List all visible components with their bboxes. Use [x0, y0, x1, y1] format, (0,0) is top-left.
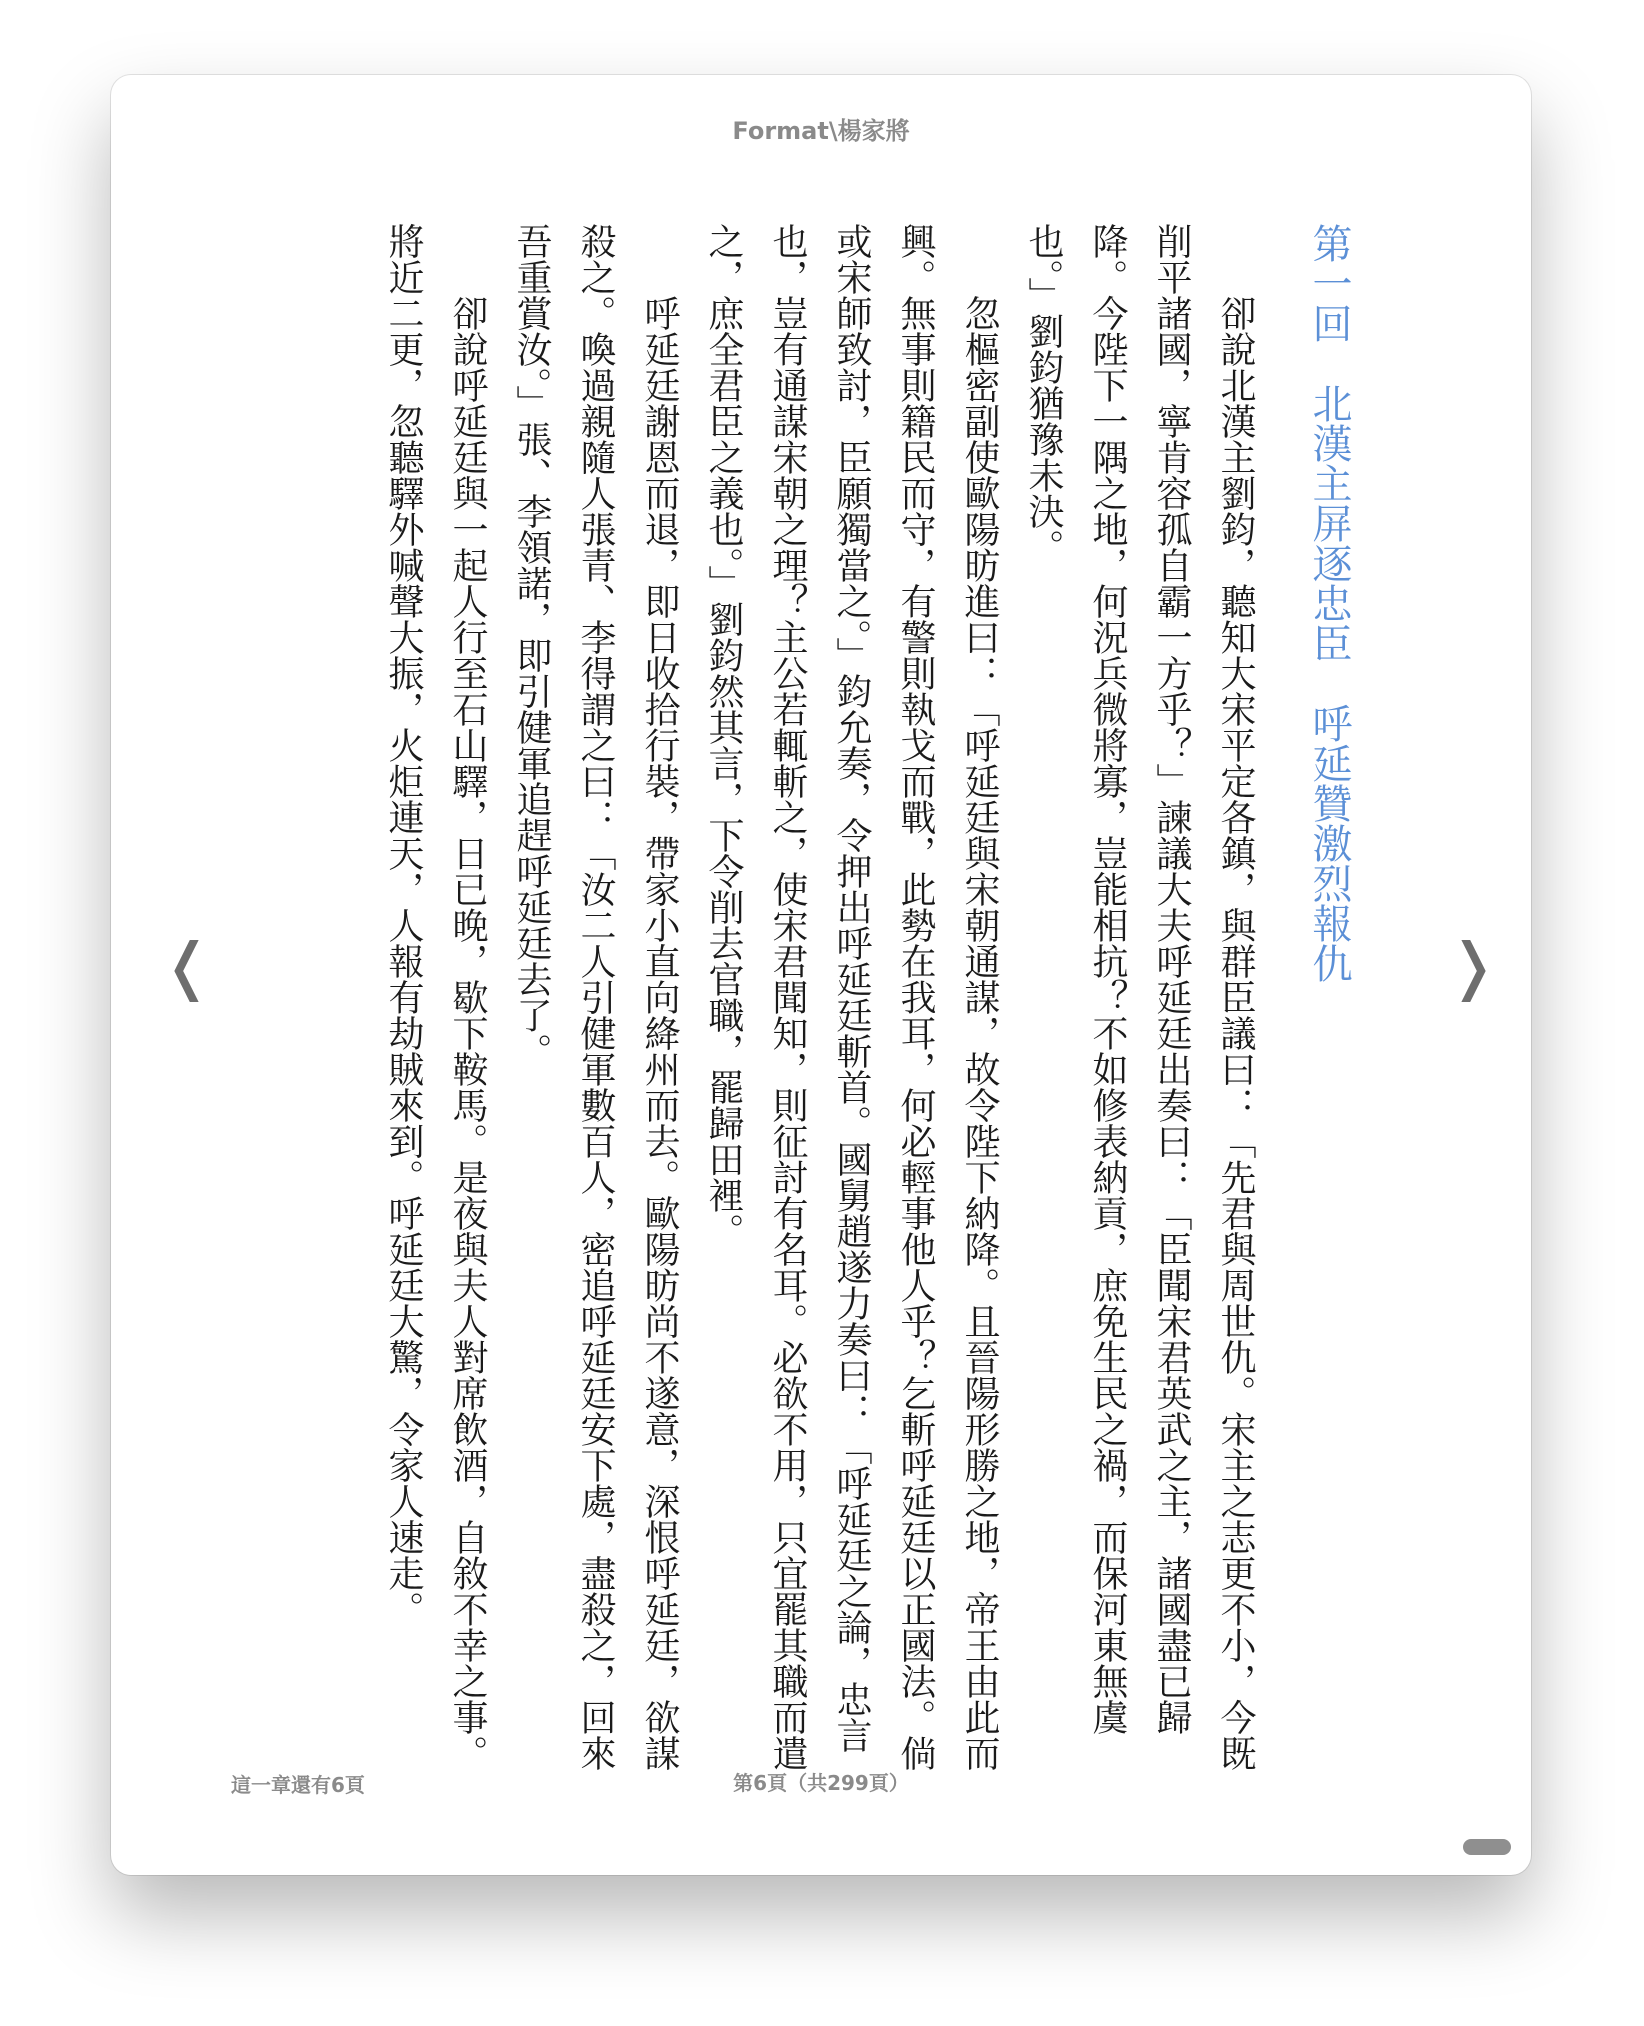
window-title: Format\楊家將	[732, 117, 910, 145]
paragraph: 卻說北漢主劉鈞，聽知大宋平定各鎮，與群臣議曰：「先君與周世仇。宋主之志更不小，今既削平諸國，寧肯容孤自霸一方乎？」諫議大夫呼延廷出奏曰：「臣聞宋君英武之主，諸國盡已歸降。今陛下一隅之地，何況兵微將寡，豈能相抗？不如修表納貢，庶免生民之禍，而保河東無虞也。」劉鈞猶豫未決。	[1023, 223, 1256, 1771]
page-number-label: 第6頁（共299頁）	[733, 1771, 909, 1795]
vertical-text-area	[281, 223, 1361, 1783]
previous-page-icon[interactable]: ❬	[161, 929, 213, 1002]
reader-window	[111, 75, 1531, 1875]
paragraph: 呼延廷謝恩而退，即日收拾行裝，帶家小直向絳州而去。歐陽昉尚不遂意，深恨呼延廷，欲謀殺之。喚過親隨人張青、李得謂之曰：「汝二人引健軍數百人，密追呼延廷安下處，盡殺之，回來吾重賞汝。」張、李領諾，即引健軍追趕呼延廷去了。	[511, 223, 680, 1771]
paragraph: 忽樞密副使歐陽昉進曰：「呼延廷與宋朝通謀，故令陛下納降。且晉陽形勝之地，帝王由此而興。無事則籍民而守，有警則執戈而戰，此勢在我耳，何必輕事他人乎？乞斬呼延廷以正國法。倘或宋師致討，臣願獨當之。」鈞允奏，令押出呼延廷斬首。國舅趙遂力奏曰：「呼延廷之論，忠言也，豈有通謀宋朝之理？主公若輒斬之，使宋君聞知，則征討有名耳。必欲不用，只宜罷其職而遣之，庶全君臣之義也。」劉鈞然其言，下令削去官職，罷歸田裡。	[703, 223, 1000, 1771]
next-page-icon[interactable]: ❭	[1447, 929, 1499, 1002]
chapter-remaining-label: 這一章還有6頁	[231, 1773, 365, 1797]
scroll-indicator[interactable]	[1463, 1839, 1511, 1855]
paragraph: 卻說呼延廷與一起人行至石山驛，日已晚，歇下鞍馬。是夜與夫人對席飲酒，自敘不幸之事。將近二更，忽聽驛外喊聲大振，火炬連天，人報有劫賊來到。呼延廷大驚，令家人速走。	[383, 223, 488, 1771]
page-content	[281, 223, 1361, 1783]
chapter-title: 第一回 北漢主屏逐忠臣 呼延贊激烈報仇	[1306, 223, 1352, 983]
